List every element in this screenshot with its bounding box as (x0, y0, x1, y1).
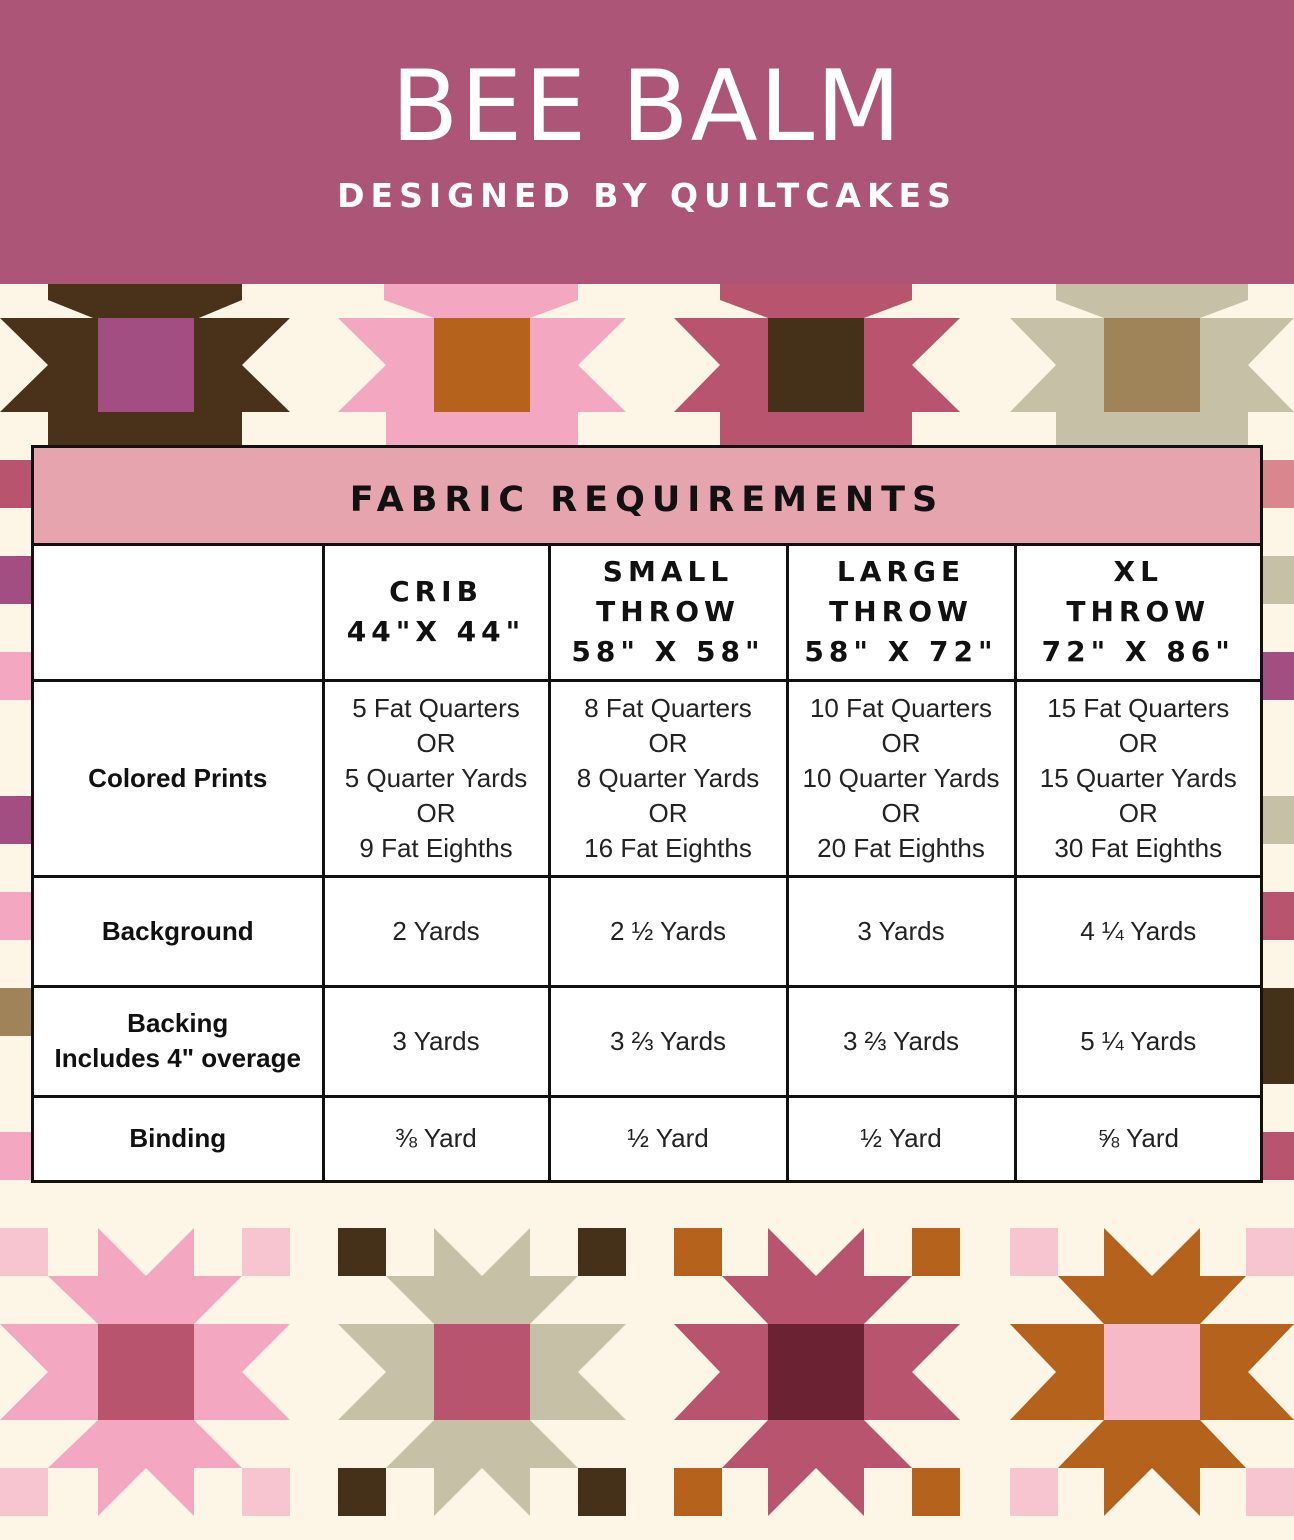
table-cell: ⅝ Yard (1015, 1096, 1260, 1180)
column-header-xl-throw: XL THROW 72" X 86" (1015, 546, 1260, 680)
row-label: Background (34, 876, 323, 986)
table-row-colored-prints (34, 680, 1260, 876)
table-cell: 2 Yards (323, 876, 549, 986)
table-cell: 10 Fat Quarters OR 10 Quarter Yards OR 20 Fat Eighths (787, 680, 1015, 876)
column-header-crib: CRIB 44"X 44" (323, 546, 549, 680)
fabric-requirements-table (34, 546, 1260, 1180)
table-header-row (34, 546, 1260, 680)
table-cell: 4 ¼ Yards (1015, 876, 1260, 986)
star-block-icon (338, 1228, 626, 1516)
star-block-icon (1010, 284, 1294, 446)
star-block-icon (0, 284, 290, 446)
designer-subtitle: DESIGNED BY QUILTCAKES (337, 176, 957, 215)
table-cell: ½ Yard (549, 1096, 787, 1180)
table-cell: 8 Fat Quarters OR 8 Quarter Yards OR 16 Fat Eighths (549, 680, 787, 876)
star-block-icon (674, 1228, 960, 1516)
table-cell: 3 Yards (323, 986, 549, 1096)
table-cell: 5 ¼ Yards (1015, 986, 1260, 1096)
table-title: FABRIC REQUIREMENTS (34, 448, 1260, 546)
table-cell: ⅜ Yard (323, 1096, 549, 1180)
row-label: Binding (34, 1096, 323, 1180)
table-cell: 3 ⅔ Yards (787, 986, 1015, 1096)
table-cell: 5 Fat Quarters OR 5 Quarter Yards OR 9 Fat Eighths (323, 680, 549, 876)
table-row-binding (34, 1096, 1260, 1180)
table-cell: 3 Yards (787, 876, 1015, 986)
table-row-background (34, 876, 1260, 986)
row-label: Colored Prints (34, 680, 323, 876)
column-header-small-throw: SMALL THROW 58" X 58" (549, 546, 787, 680)
star-block-icon (0, 1228, 290, 1516)
row-label: Backing Includes 4" overage (34, 986, 323, 1096)
fabric-requirements-card (31, 445, 1263, 1183)
star-block-icon (674, 284, 960, 446)
table-row-backing (34, 986, 1260, 1096)
star-block-icon (338, 284, 626, 446)
table-cell: 2 ½ Yards (549, 876, 787, 986)
header-banner (0, 0, 1294, 284)
corner-cell (34, 546, 323, 680)
table-cell: ½ Yard (787, 1096, 1015, 1180)
star-block-icon (1010, 1228, 1294, 1516)
table-cell: 3 ⅔ Yards (549, 986, 787, 1096)
table-cell: 15 Fat Quarters OR 15 Quarter Yards OR 30 Fat Eighths (1015, 680, 1260, 876)
page-title: BEE BALM (391, 50, 903, 164)
column-header-large-throw: LARGE THROW 58" X 72" (787, 546, 1015, 680)
